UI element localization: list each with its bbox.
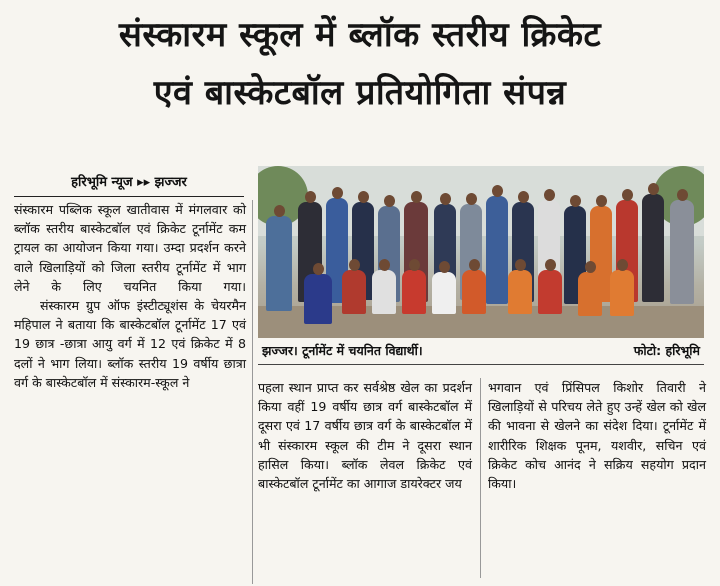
photo-caption: झज्जर। टूर्नामेंट में चयनित विद्यार्थी। bbox=[262, 343, 423, 358]
photo-person bbox=[642, 194, 664, 302]
article-paragraph-4: भगवान एवं प्रिंसिपल किशोर तिवारी ने खिलाड़ियों से परिचय लेते हुए उन्हें खेल को खेल की भावना से खेलने का संदेश दिया। टूर्नामेंट में शारीरिक शिक्षक पूनम, यशवीर, सचिन एवं क्रिकेट कोच आनंद ने सक्रिय सहयोग प्रदान किया। bbox=[488, 380, 706, 492]
byline-rule bbox=[14, 196, 244, 197]
photo-person bbox=[610, 270, 634, 316]
headline-line-2: एवं बास्केटबॉल प्रतियोगिता संपन्न bbox=[153, 73, 567, 113]
photo-person bbox=[342, 270, 366, 314]
article-paragraph-1: संस्कारम पब्लिक स्कूल खातीवास में मंगलवार को ब्लॉक स्तरीय बास्केटबॉल एवं क्रिकेट टूर्नामेंट कम ट्रायल का आयोजन किया गया। उम्दा प्रदर्शन करने वाले खिलाड़ियों को जिला स्तरीय टूर्नामेंट में भाग लेने के लिए चयनित किया गया। bbox=[14, 202, 246, 294]
photo-person bbox=[486, 196, 508, 304]
byline: हरिभूमि न्यूज ▸▸ झज्जर bbox=[71, 175, 187, 190]
photo-person bbox=[432, 272, 456, 314]
photo-person bbox=[372, 270, 396, 314]
photo-person bbox=[508, 270, 532, 314]
article-paragraph-2: संस्कारम ग्रुप ऑफ इंस्टीट्यूशंस के चेयरमैन महिपाल ने बताया कि बास्केटबॉल टूर्नामेंट 17 एवं 19 छात्र -छात्रा आयु वर्ग में 12 एवं क्रिकेट में 8 दलों ने भाग लिया। ब्लॉक स्तरीय 19 वर्षीय छात्रा वर्ग के बास्केटबॉल में संस्कारम-स्कूल ने bbox=[14, 298, 246, 390]
article-column-2 bbox=[258, 378, 481, 578]
article-paragraph-3: पहला स्थान प्राप्त कर सर्वश्रेष्ठ खेल का प्रदर्शन किया वहीं 19 वर्षीय छात्र वर्ग बास्केटबॉल में दूसरा एवं 17 वर्षीय छात्र वर्ग के बास्केटबॉल में भी संस्कारम स्कूल की टीम ने दूसरा स्थान हासिल किया। ब्लॉक लेवल क्रिकेट एवं बास्केटबॉल टूर्नामेंट का आगाज डायरेक्टर जय bbox=[258, 380, 472, 492]
article-column-3 bbox=[488, 378, 706, 578]
team-photo bbox=[258, 166, 704, 338]
headline-line-1: संस्कारम स्कूल में ब्लॉक स्तरीय क्रिकेट bbox=[118, 15, 602, 55]
photo-person bbox=[304, 274, 332, 324]
caption-rule bbox=[258, 364, 704, 365]
photo-credit: फोटो: हरिभूमि bbox=[633, 343, 700, 358]
photo-person bbox=[578, 272, 602, 316]
photo-person bbox=[266, 216, 292, 311]
photo-person bbox=[402, 270, 426, 314]
photo-person bbox=[538, 270, 562, 314]
headline bbox=[10, 6, 710, 122]
article-column-1 bbox=[14, 200, 253, 584]
photo-person bbox=[462, 270, 486, 314]
photo-person bbox=[670, 200, 694, 304]
photo-caption-bar bbox=[258, 340, 704, 362]
